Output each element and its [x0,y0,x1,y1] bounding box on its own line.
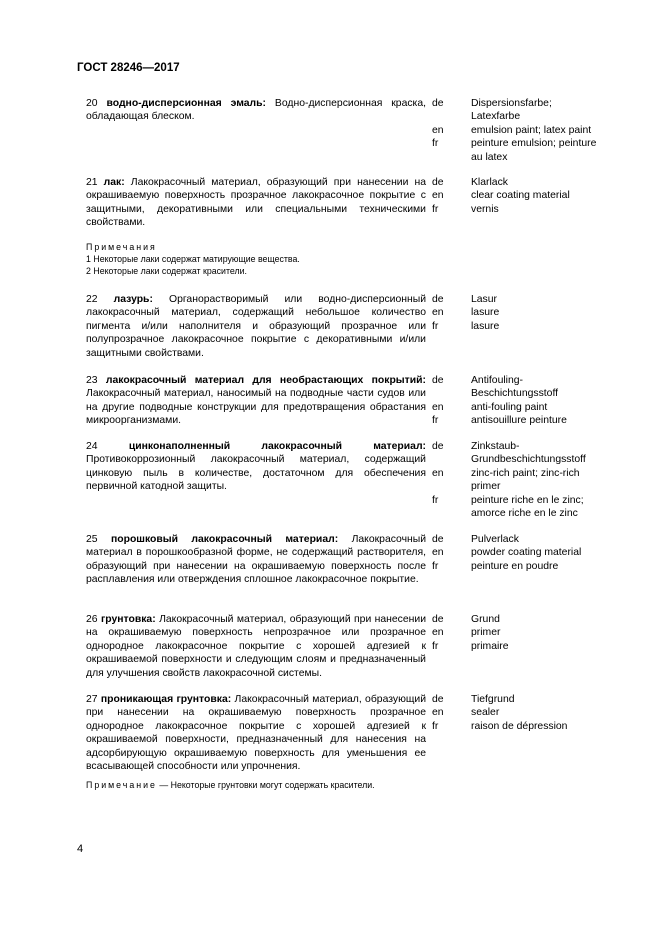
lang-code: fr [432,320,439,332]
equivalent-term: zinc-rich paint; zinc-rich [471,467,580,479]
equivalent-term: Klarlack [471,177,508,188]
lang-code: fr [432,138,439,150]
equivalent-term: primer [471,481,501,493]
lang-code: fr [432,640,439,652]
term-entry-22 [86,293,426,360]
note-text: — Некоторые грунтовки могут содержать красители. [159,780,375,790]
lang-code: en [432,401,444,413]
equivalent-term: Latexfarbe [471,111,521,123]
language-codes-26 [432,613,462,653]
foreign-equivalents-27 [471,693,631,733]
term-definition: Лакокрасочный материал, образующий при нанесении на окрашиваемую поверхность прозрачное лакокрасочное покрытие с защитными, декоративными или специальными техническими свойствами. [86,177,427,229]
equivalent-term: powder coating material [471,547,582,559]
lang-code: de [432,294,444,305]
equivalent-term: emulsion paint; latex paint [471,124,592,136]
term-number: 24 [86,441,98,452]
lang-code: en [432,707,444,719]
term-name: водно-дисперсионная эмаль: [106,98,266,109]
language-codes-24 [432,440,462,520]
equivalent-term: Grundbeschichtungsstoff [471,454,586,466]
lang-code [432,453,462,466]
term-number: 21 [86,177,98,188]
language-codes-22 [432,293,462,333]
term-number: 25 [86,534,98,545]
lang-code: de [432,441,444,452]
language-codes-25 [432,533,462,573]
equivalent-term: peinture riche en le zinc; [471,494,584,506]
term-name: лакокрасочный материал для необрастающих покрытий: [105,375,426,386]
term-name: лак: [103,177,125,188]
term-name: грунтовка: [100,614,156,625]
equivalent-term: Lasur [471,294,497,305]
term-name: цинконаполненный лакокрасочный материал: [128,441,427,452]
term-number: 27 [86,694,98,705]
document-header: ГОСТ 28246—2017 [77,62,180,74]
equivalent-term: antisouillure peinture [471,415,567,427]
lang-code: en [432,627,444,639]
lang-code: de [432,98,444,109]
note-line: 1 Некоторые лаки содержат матирующие вещества. [86,254,300,264]
term-entry-23 [86,374,426,428]
equivalent-term: Beschichtungsstoff [471,388,559,400]
equivalent-term: au latex [471,151,508,163]
term-number: 20 [86,98,98,109]
term-name: проникающая грунтовка: [100,694,232,705]
lang-code: en [432,124,444,136]
equivalent-term: raison de dépression [471,720,568,732]
term-name: порошковый лакокрасочный материал: [110,534,339,545]
language-codes-21 [432,176,462,216]
lang-code [432,110,462,123]
lang-code [432,151,462,164]
lang-code: fr [432,560,439,572]
language-codes-23 [432,374,462,428]
note-line: 2 Некоторые лаки содержат красители. [86,266,247,276]
term-definition: Лакокрасочный материал, образующий при нанесении на окрашиваемую поверхность непрозрачное или прозрачное однородное лакокрасочное покрытие с хорошей адгезией к окрашиваемой поверхности и следующим слоям и предназначенный для улучшения свойств лакокрасочной системы. [86,614,426,679]
equivalent-term: vernis [471,203,499,215]
term-definition: Органорастворимый или водно-дисперсионный лакокрасочный материал, содержащий небольшое количество пигмента и/или наполнителя и образующий прозрачное или полупрозрачное лакокрасочное покрытие с декоративными и/или защитными свойствами. [86,294,427,359]
term-number: 22 [86,294,98,305]
equivalent-term: amorce riche en le zinc [471,507,578,519]
term-definition: Лакокрасочный материал, образующий при нанесении на окрашиваемую поверхность прозрачное однородное лакокрасочное покрытие с хорошей адгезией к окрашиваемой поверхности, предназначенный для нанесения на адсорбирующую окрашиваемую поверхность для уменьшения ее всасывающей способности или упрочнения. [86,694,427,773]
lang-code: de [432,177,444,188]
term-entry-21 [86,176,426,230]
equivalent-term: Grund [471,614,500,625]
lang-code: en [432,547,444,559]
language-codes-27 [432,693,462,733]
lang-code [432,480,462,493]
lang-code: de [432,614,444,625]
foreign-equivalents-23 [471,374,631,428]
term-definition: Лакокрасочный материал в порошкообразной форме, не содержащий растворителя, образующий при нанесении на окрашиваемую поверхность после расплавления или отверждения сплошное лакокрасочное покрытие. [86,534,427,586]
lang-code: de [432,375,444,386]
foreign-equivalents-22 [471,293,631,333]
foreign-equivalents-24 [471,440,631,520]
term-entry-20 [86,97,426,124]
equivalent-term: lasure [471,307,500,319]
note-heading: Примечания [86,242,157,252]
term-entry-27 [86,693,426,773]
term-definition: Противокоррозионный лакокрасочный материал, содержащий цинковую пыль в количестве, достаточном для обеспечения первичной катодной защиты. [86,454,426,493]
lang-code: fr [432,720,439,732]
equivalent-term: peinture emulsion; peinture [471,138,597,150]
foreign-equivalents-26 [471,613,631,653]
lang-code: de [432,534,444,545]
equivalent-term: primer [471,627,501,639]
lang-code: en [432,307,444,319]
lang-code: fr [432,494,439,506]
term-entry-25 [86,533,426,587]
equivalent-term: clear coating material [471,190,570,202]
language-codes-20 [432,97,462,164]
equivalent-term: Pulverlack [471,534,519,545]
equivalent-term: lasure [471,320,500,332]
note-block-27 [86,779,446,791]
equivalent-term: Zinkstaub- [471,441,520,452]
term-number: 26 [86,614,98,625]
lang-code: en [432,467,444,479]
note-block-21 [86,241,431,277]
term-entry-24 [86,440,426,494]
equivalent-term: anti-fouling paint [471,401,548,413]
lang-code [432,387,462,400]
foreign-equivalents-21 [471,176,631,216]
lang-code: en [432,190,444,202]
lang-code: fr [432,203,439,215]
term-entry-26 [86,613,426,680]
equivalent-term: peinture en poudre [471,560,559,572]
equivalent-term: Tiefgrund [471,694,515,705]
term-number: 23 [86,375,98,386]
note-label: Примечание [86,780,157,790]
equivalent-term: primaire [471,640,509,652]
equivalent-term: Antifouling- [471,375,523,386]
term-definition: Водно-дисперсионная краска, обладающая блеском. [86,98,427,123]
foreign-equivalents-20 [471,97,631,164]
equivalent-term: sealer [471,707,500,719]
lang-code [432,507,462,520]
foreign-equivalents-25 [471,533,631,573]
equivalent-term: Dispersionsfarbe; [471,98,552,109]
lang-code: de [432,694,444,705]
lang-code: fr [432,415,439,427]
term-definition: Лакокрасочный материал, наносимый на подводные части судов или на другие подводные конструкции для предотвращения обрастания микроорганизмами. [86,388,426,427]
term-name: лазурь: [113,294,153,305]
page-number: 4 [77,843,84,855]
